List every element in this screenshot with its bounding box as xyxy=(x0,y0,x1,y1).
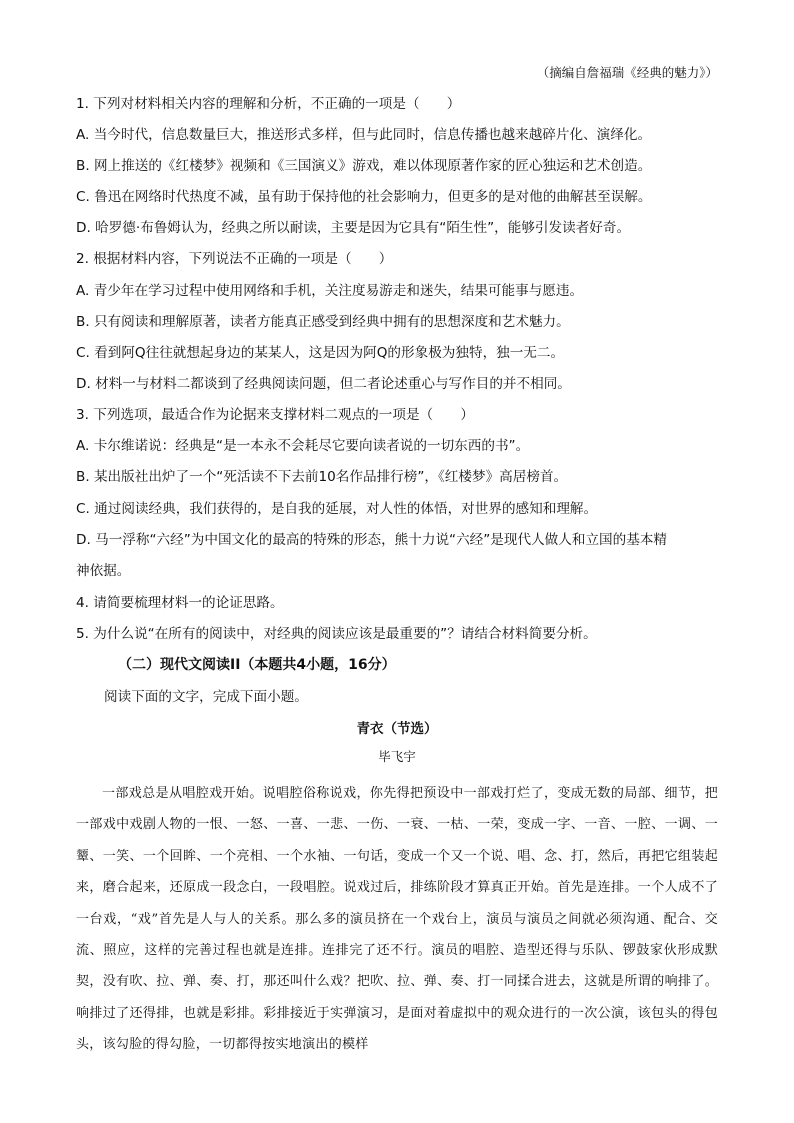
question-stem: 3. 下列选项，最适合作为论据来支撑材料二观点的一项是（ ） xyxy=(76,407,474,423)
question-stem: 1. 下列对材料相关内容的理解和分析，不正确的一项是（ ） xyxy=(76,96,461,112)
option-c: C. 看到阿Q往往就想起身边的某某人，这是因为阿Q的形象极为独特，独一无二。 xyxy=(76,345,565,361)
option-d: D. 马一浮称“六经”为中国文化的最高的特殊的形态，熊十力说“六经”是现代人做人和立国的基本精 xyxy=(76,532,668,548)
option-c: C. 鲁迅在网络时代热度不减，虽有助于保持他的社会影响力，但更多的是对他的曲解甚至误解。 xyxy=(76,189,652,205)
option-a: A. 青少年在学习过程中使用网络和手机，关注度易游走和迷失，结果可能事与愿违。 xyxy=(76,283,584,299)
question-stem: 2. 根据材料内容，下列说法不正确的一项是（ ） xyxy=(76,251,393,267)
section-title: （二）现代文阅读II（本题共4小题，16分） xyxy=(118,657,396,673)
source-note: （摘编自詹福瑞《经典的魅力》） xyxy=(536,65,718,80)
option-a: A. 卡尔维诺说：经典是“是一本永不会耗尽它要向读者说的一切东西的书”。 xyxy=(76,438,530,454)
option-d: D. 哈罗德·布鲁姆认为，经典之所以耐读，主要是因为它具有“陌生性”，能够引发读者好奇。 xyxy=(76,220,631,236)
reading-instruction: 阅读下面的文字，完成下面小题。 xyxy=(104,689,308,705)
option-b: B. 网上推送的《红楼梦》视频和《三国演义》游戏，难以体现原著作家的匠心独运和艺术创造。 xyxy=(76,158,652,174)
question-4: 4. 请简要梳理材料一的论证思路。 xyxy=(76,595,284,611)
option-b: B. 只有阅读和理解原著，读者方能真正感受到经典中拥有的思想深度和艺术魅力。 xyxy=(76,314,570,330)
passage-title: 青衣（节选） xyxy=(356,721,438,737)
option-a: A. 当今时代，信息数量巨大，推送形式多样，但与此同时，信息传播也越来越碎片化、演绎化。 xyxy=(76,127,652,143)
option-d: D. 材料一与材料二都谈到了经典阅读问题，但二者论述重心与写作目的并不相同。 xyxy=(76,376,571,392)
option-b: B. 某出版社出炉了一个“死活读不下去前10名作品排行榜”，《红楼梦》高居榜首。 xyxy=(76,469,568,485)
option-d-continued: 神依据。 xyxy=(76,563,131,579)
passage-body: 一部戏总是从唱腔戏开始。说唱腔俗称说戏，你先得把预设中一部戏打烂了，变成无数的局部、细节，把一部戏中戏剧人物的一恨、一怒、一喜、一悲、一伤、一衰、一枯、一荣，变成一字、一音、一腔、一调、一颦、一笑、一个回眸、一个亮相、一个水袖、一句话，变成一个又一个说、唱、念、打，然后，再把它组装起来，磨合起来，还原成一段念白，一段唱腔。说戏过后，排练阶段才算真正开始。首先是连排。一个人成不了一台戏，“戏”首先是人与人的关系。那么多的演员挤在一个戏台上，演员与演员之间就必须沟通、配合、交流、照应，这样的完善过程也就是连排。连排完了还不行。演员的唱腔、造型还得与乐队、锣鼓家伙形成默契，没有吹、拉、弹、奏、打，那还叫什么戏？把吹、拉、弹、奏、打一同揉合进去，这就是所谓的响排了。响排过了还得排，也就是彩排。彩排接近于实弹演习，是面对着虚拟中的观众进行的一次公演，该包头的得包头，该勾脸的得勾脸，一切都得按实地演出的模样 xyxy=(76,786,718,1053)
option-c: C. 通过阅读经典，我们获得的，是自我的延展，对人性的体悟，对世界的感知和理解。 xyxy=(76,501,598,517)
passage-author: 毕飞宇 xyxy=(378,749,416,764)
question-5: 5. 为什么说“在所有的阅读中，对经典的阅读应该是最重要的”？请结合材料简要分析。 xyxy=(76,626,597,642)
